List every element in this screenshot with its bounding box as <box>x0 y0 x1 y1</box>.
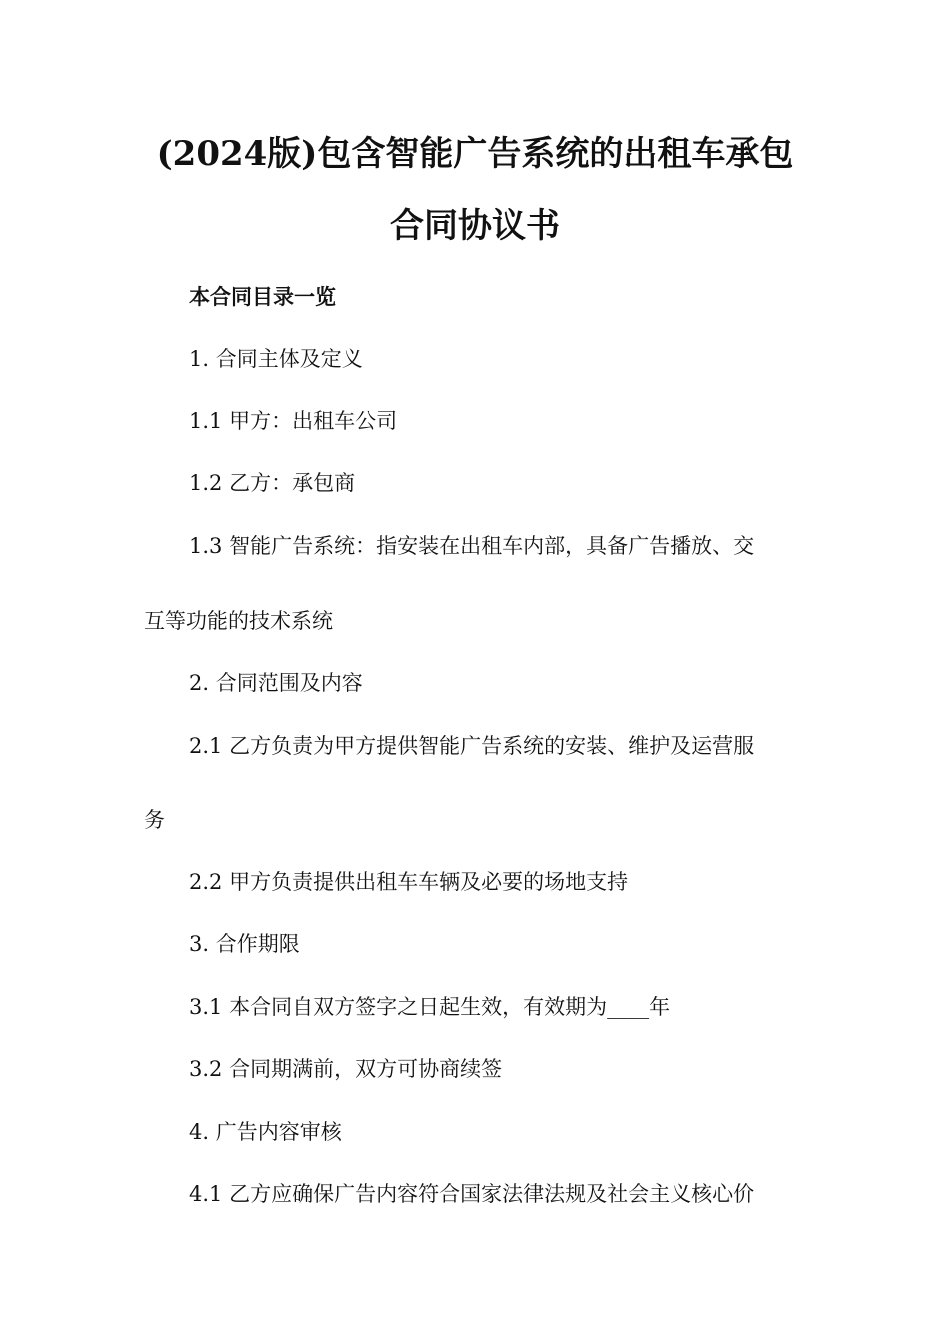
toc-line: 3.2 合同期满前，双方可协商续签 <box>189 1057 503 1081</box>
toc-line-continuation: 务 <box>144 808 165 832</box>
toc-line: 1.1 甲方：出租车公司 <box>189 409 398 433</box>
toc-line: 1. 合同主体及定义 <box>189 347 363 371</box>
toc-line: 2.1 乙方负责为甲方提供智能广告系统的安装、维护及运营服 <box>189 734 755 758</box>
toc-line: 1.2 乙方：承包商 <box>189 471 356 495</box>
toc-line: 3. 合作期限 <box>189 932 300 956</box>
toc-line: 2. 合同范围及内容 <box>189 671 363 695</box>
toc-line: 3.1 本合同自双方签字之日起生效，有效期为____年 <box>189 995 671 1019</box>
toc-line: 4.1 乙方应确保广告内容符合国家法律法规及社会主义核心价 <box>189 1182 755 1206</box>
toc-line: 4. 广告内容审核 <box>189 1120 342 1144</box>
toc-heading: 本合同目录一览 <box>189 284 336 309</box>
document-title-line-2: 合同协议书 <box>390 206 560 246</box>
document-title-line-1: (2024版)包含智能广告系统的出租车承包 <box>156 134 794 174</box>
toc-line: 2.2 甲方负责提供出租车车辆及必要的场地支持 <box>189 870 629 894</box>
toc-line-continuation: 互等功能的技术系统 <box>144 609 333 633</box>
toc-line: 1.3 智能广告系统：指安装在出租车内部，具备广告播放、交 <box>189 534 755 558</box>
